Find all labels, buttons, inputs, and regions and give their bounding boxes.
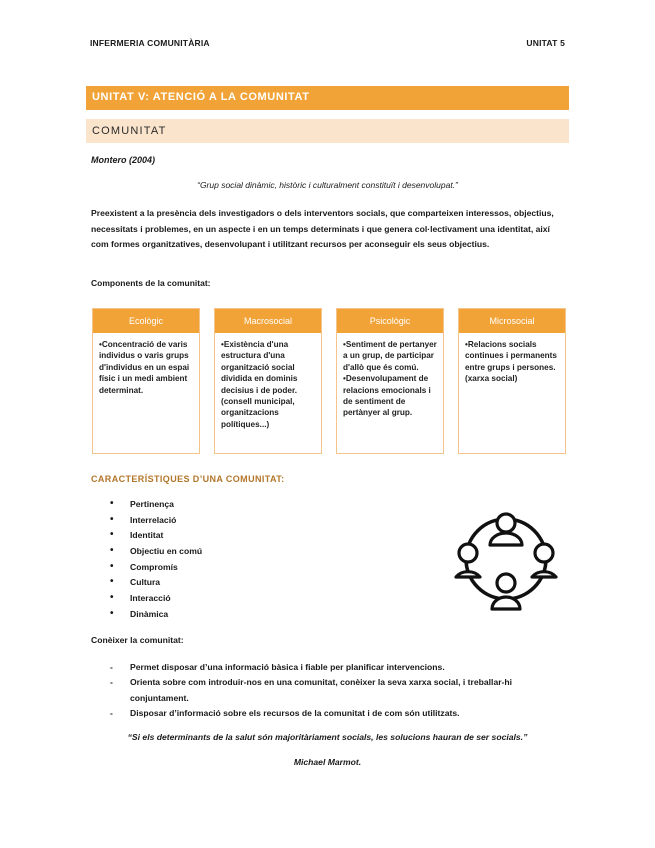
list-item: • Objectiu en comú	[110, 546, 202, 562]
header-subject: INFERMERIA COMUNITÀRIA	[90, 38, 210, 48]
list-item: • Identitat	[110, 530, 202, 546]
marmot-quote: “Si els determinants de la salut són majoritàriament socials, les solucions hauran de ser socials.”	[127, 732, 528, 742]
card-title: Macrosocial	[215, 309, 321, 333]
list-item: - Permet disposar d’una informació bàsica i fiable per planificar intervencions.	[110, 660, 550, 675]
components-cards	[92, 308, 568, 454]
list-item: • Interrelació	[110, 515, 202, 531]
card-bullet: •Existència d'una estructura d'una organització social dividida en dominis decisius i de poder. (consell municipal, organitzacions polítiques...)	[221, 340, 298, 429]
card-body	[215, 333, 321, 430]
list-item: - Disposar d’informació sobre els recursos de la comunitat i de com són utilitzats.	[110, 706, 550, 721]
card-title: Microsocial	[459, 309, 565, 333]
list-item: • Interacció	[110, 593, 202, 609]
list-item: • Dinàmica	[110, 609, 202, 625]
list-item: • Compromís	[110, 562, 202, 578]
components-label: Components de la comunitat:	[91, 278, 211, 288]
definition-quote: “Grup social dinàmic, històric i culturalment constituït i desenvolupat.”	[197, 180, 458, 190]
section-title-bar: COMUNITAT	[86, 119, 569, 143]
characteristics-title: CARACTERÍSTIQUES D’UNA COMUNITAT:	[91, 474, 285, 484]
card-psicologic	[336, 308, 444, 454]
card-title: Ecològic	[93, 309, 199, 333]
card-bullet: •Desenvolupament de relacions emocionals i de sentiment de pertànyer al grup.	[343, 374, 431, 418]
card-body	[459, 333, 565, 385]
card-microsocial	[458, 308, 566, 454]
card-ecologic	[92, 308, 200, 454]
intro-paragraph: Preexistent a la presència dels investigadors o dels interventors socials, que comparteixen interessos, objectius, necessitats i problemes, en un aspecte i en un temps determinats i que genera col·lectivament una identitat, així com formes organitzatives, desenvolupant i utilitzant recursos per aconseguir els seus objectius.	[91, 208, 554, 249]
community-people-icon	[454, 505, 558, 613]
card-bullet: •Relacions socials continues i permanents entre grups i persones. (xarxa social)	[465, 340, 557, 384]
card-title: Psicològic	[337, 309, 443, 333]
card-macrosocial	[214, 308, 322, 454]
list-item: - Orienta sobre com introduir-nos en una comunitat, conèixer la seva xarxa social, i treballar-hi conjuntament.	[110, 675, 550, 706]
list-item: • Pertinença	[110, 499, 202, 515]
card-bullet: •Sentiment de pertanyer a un grup, de participar d'allò que és comú.	[343, 340, 437, 372]
header-unit: UNITAT 5	[526, 38, 565, 48]
unit-title-bar: UNITAT V: ATENCIÓ A LA COMUNITAT	[86, 86, 569, 110]
card-body	[337, 333, 443, 419]
characteristics-list	[110, 499, 202, 625]
know-community-list	[110, 660, 550, 721]
card-body	[93, 333, 199, 396]
list-item: • Cultura	[110, 577, 202, 593]
know-community-label: Conèixer la comunitat:	[91, 635, 184, 645]
quote-author: Michael Marmot.	[293, 757, 362, 767]
author-citation: Montero (2004)	[91, 155, 156, 165]
card-bullet: •Concentració de varis individus o varis grups d'individus en un espai físic i un medi ambient determinat.	[99, 340, 190, 395]
page-header	[90, 38, 565, 48]
